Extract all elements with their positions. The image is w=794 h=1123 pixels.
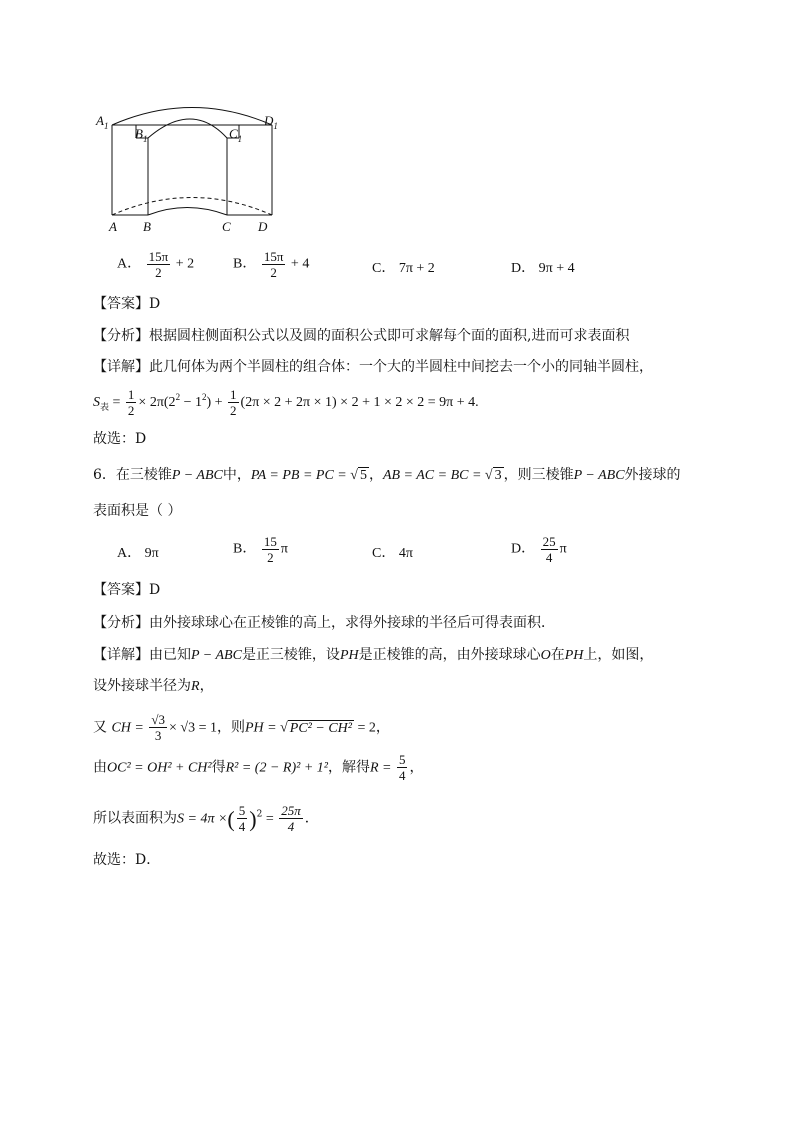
q5-detail: 【详解】此几何体为两个半圆柱的组合体：一个大的半圆柱中间挖去一个小的同轴半圆柱， — [93, 359, 653, 375]
inner-bottom-arc — [148, 208, 227, 216]
label-D: D — [258, 219, 268, 234]
q6-option-a: A． 9π — [117, 546, 159, 561]
q6-stem-line1: 6．在三棱锥P − ABC中，PA = PB = PC = √ 5 ，AB = AC = BC = √ 3 ，则三棱锥P − ABC外接球的 — [93, 467, 681, 483]
label-A1: $A_1$ — [96, 113, 109, 131]
q6-option-d: D． $\frac{25}{4}$ π — [511, 534, 567, 565]
q6-ch-line: 又 CH = $\frac{√3}{3}$ × √3 = 1，则PH = √ PC² − CH² = 2， — [93, 712, 390, 743]
q6-analysis: 【分析】由外接球球心在正棱锥的高上，求得外接球的半径后可得表面积． — [93, 615, 555, 631]
label-B: B — [143, 219, 151, 234]
label-D1: $D_1$ — [264, 113, 278, 131]
q6-choose: 故选：D． — [93, 852, 161, 868]
q6-radius: 设外接球半径为R， — [93, 678, 214, 694]
q5-answer: 【答案】D — [93, 296, 161, 312]
label-A: A — [109, 219, 117, 234]
label-B1: $B_1$ — [135, 126, 148, 144]
q5-choose: 故选：D — [93, 431, 147, 447]
q5-option-b: B． $\frac{15\pi}{2}$ + 4 — [233, 249, 310, 280]
label-C: C — [222, 219, 231, 234]
q6-answer: 【答案】D — [93, 582, 161, 598]
q6-oc-line: 由OC² = OH² + CH²得R² = (2 − R)² + 1²，解得R = $\frac{5}{4}$ ， — [93, 752, 424, 783]
q5-option-d: D． 9π + 4 — [511, 261, 575, 276]
q6-detail: 【详解】由已知P − ABC是正三棱锥，设PH是正棱锥的高，由外接球球心O在PH上，如图， — [93, 647, 654, 663]
outer-top-arc — [112, 108, 272, 126]
q6-stem-line2: 表面积是（ ） — [93, 503, 182, 519]
q6-option-b: B． $\frac{15}{2}$ π — [233, 534, 288, 565]
q5-option-c: C． 7π + 2 — [372, 261, 435, 276]
label-C1: $C_1$ — [229, 126, 243, 144]
q5-option-a: A． $\frac{15\pi}{2}$ + 2 — [117, 249, 195, 280]
outer-bottom-arc-hidden — [112, 198, 272, 216]
q5-analysis: 【分析】根据圆柱侧面积公式以及圆的面积公式即可求解每个面的面积,进而可求表面积 — [93, 328, 630, 344]
q5-formula: $S_表$ = $\frac{1}{2}$ × $2\pi(2^2 - 1^2)$ + $\frac{1}{2}$ (2π × 2 + 2π × 1) × 2 + 1 × 2 × 2 = 9π + 4. — [93, 387, 479, 419]
q6-option-c: C． 4π — [372, 546, 413, 561]
inner-top-arc — [148, 119, 227, 138]
q6-area-line: 所以表面积为S = 4π ×( $\frac{5}{4}$ )$^2$ = $\frac{25\pi}{4}$ ． — [93, 803, 319, 834]
